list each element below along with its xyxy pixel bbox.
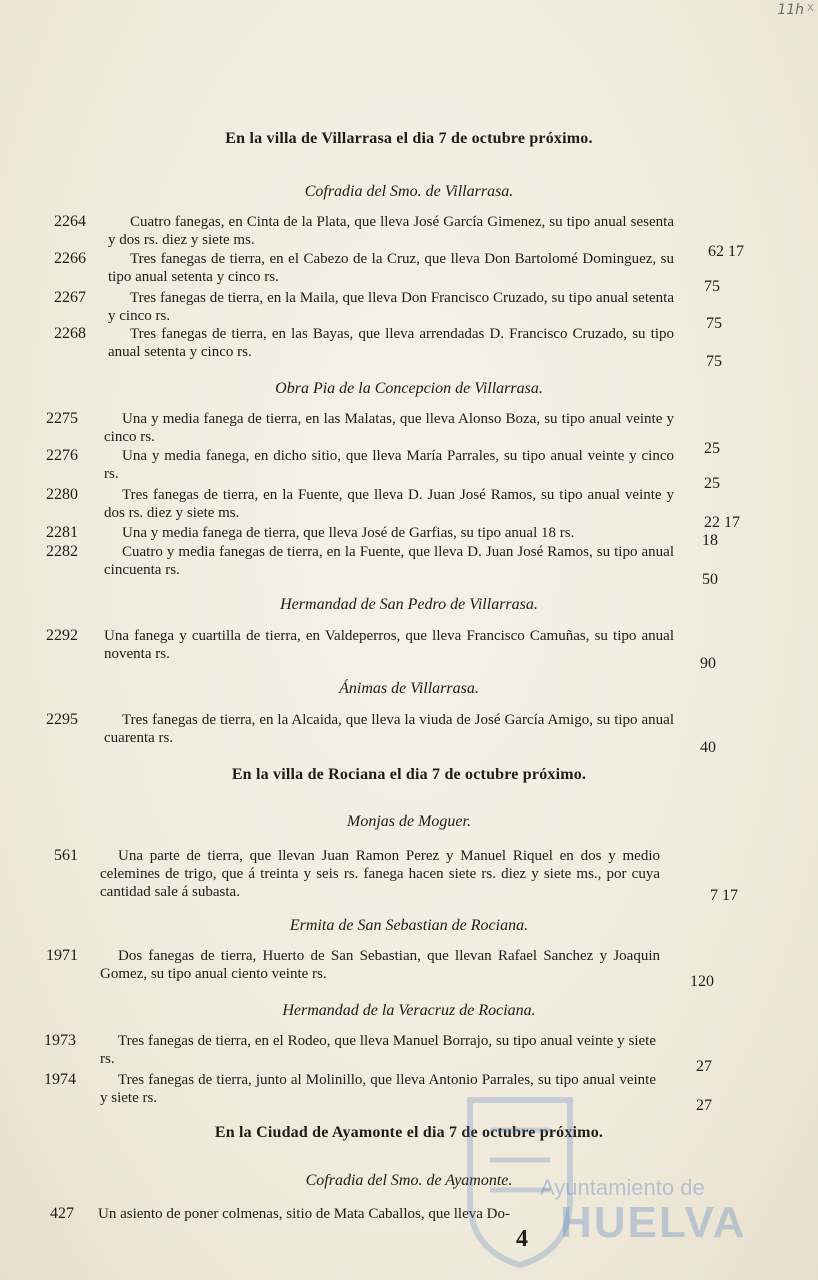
entry-number: 2276 [46,447,78,464]
entry-text: Dos fanegas de tierra, Huerto de San Sebastian, que llevan Rafael Sanchez y Joaquin Gomez, su tipo anual ciento veinte rs. [100,948,660,982]
entry-amount: 50 [702,571,718,588]
entry-amount: 22 17 [704,514,740,531]
entry-number: 2264 [54,213,86,230]
entry-amount: 75 [706,353,722,370]
entry-text: Tres fanegas de tierra, en el Cabezo de la Cruz, que lleva Don Bartolomé Dominguez, su tipo anual setenta y cinco rs. [108,251,674,285]
section-heading-ayamonte: En la Ciudad de Ayamonte el dia 7 de octubre próximo. [214,1124,604,1141]
group-title-cofradia-villarrasa: Cofradia del Smo. de Villarrasa. [304,183,514,200]
group-title-hermandad-veracruz: Hermandad de la Veracruz de Rociana. [282,1002,536,1019]
group-title-cofradia-ayamonte: Cofradia del Smo. de Ayamonte. [305,1172,513,1189]
handwritten-folio-mark: 11h [777,2,804,18]
entry-text: Una y media fanega de tierra, que lleva José de Garfias, su tipo anual 18 rs. [122,525,575,541]
entry-text: Una fanega y cuartilla de tierra, en Valdeperros, que lleva Francisco Camuñas, su tipo anual noventa rs. [104,628,674,662]
entry-amount: 75 [706,315,722,332]
entry-amount: 90 [700,655,716,672]
watermark-line-2: HUELVA [560,1198,747,1247]
entry-text: Un asiento de poner colmenas, sitio de Mata Caballos, que lleva Do- [98,1206,510,1222]
entry-number: 1971 [46,947,78,964]
entry-text: Tres fanegas de tierra, en el Rodeo, que lleva Manuel Borrajo, su tipo anual veinte y siete rs. [100,1033,656,1067]
section-heading-villarrasa: En la villa de Villarrasa el dia 7 de octubre próximo. [225,130,593,147]
entry-amount: 120 [690,973,714,990]
entry-number: 2281 [46,524,78,541]
entry-number: 2275 [46,410,78,427]
group-title-monjas-moguer: Monjas de Moguer. [347,813,471,830]
entry-amount: 18 [702,532,718,549]
entry-text: Una y media fanega, en dicho sitio, que lleva María Parrales, su tipo anual veinte y cinco rs. [104,448,674,482]
entry-amount: 62 17 [708,243,744,260]
entry-amount: 75 [704,278,720,295]
entry-amount: 40 [700,739,716,756]
section-heading-rociana: En la villa de Rociana el dia 7 de octubre próximo. [231,766,587,783]
entry-number: 1973 [44,1032,76,1049]
entry-number: 2280 [46,486,78,503]
entry-text: Tres fanegas de tierra, en la Alcaida, que lleva la viuda de José García Amigo, su tipo anual cuarenta rs. [104,712,674,746]
entry-number: 1974 [44,1071,76,1088]
entry-amount: 25 [704,475,720,492]
entry-number: 2267 [54,289,86,306]
entry-number: 2268 [54,325,86,342]
group-title-hermandad-san-pedro: Hermandad de San Pedro de Villarrasa. [280,596,538,613]
entry-text: Una parte de tierra, que llevan Juan Ramon Perez y Manuel Riquel en dos y medio celemines de trigo, que á treinta y seis rs. fanega hacen siete rs. diez y siete ms., por cuya cantidad sale á subasta. [100,848,660,900]
group-title-animas-villarrasa: Ánimas de Villarrasa. [339,680,479,697]
corner-scribble-mark: x [806,0,814,14]
entry-text: Tres fanegas de tierra, en la Maila, que lleva Don Francisco Cruzado, su tipo anual setenta y cinco rs. [108,290,674,324]
entry-text: Tres fanegas de tierra, junto al Molinillo, que lleva Antonio Parrales, su tipo anual veinte y siete rs. [100,1072,656,1106]
entry-number: 561 [54,847,78,864]
entry-amount: 7 17 [710,887,738,904]
group-title-ermita-san-sebastian: Ermita de San Sebastian de Rociana. [289,917,529,934]
entry-number: 2266 [54,250,86,267]
entry-text: Tres fanegas de tierra, en las Bayas, que lleva arrendadas D. Francisco Cruzado, su tipo anual setenta y cinco rs. [108,326,674,360]
entry-amount: 25 [704,440,720,457]
watermark-line-1: Ayuntamiento de [540,1175,705,1200]
entry-number: 2292 [46,627,78,644]
entry-text: Cuatro fanegas, en Cinta de la Plata, que lleva José García Gimenez, su tipo anual sesenta y dos rs. diez y siete ms. [108,214,674,248]
entry-amount: 27 [696,1097,712,1114]
entry-text: Cuatro y media fanegas de tierra, en la Fuente, que lleva D. Juan José Ramos, su tipo anual cincuenta rs. [104,544,674,578]
entry-text: Tres fanegas de tierra, en la Fuente, que lleva D. Juan José Ramos, su tipo anual veinte y dos rs. diez y siete ms. [104,487,674,521]
entry-amount: 27 [696,1058,712,1075]
page-number: 4 [516,1226,528,1252]
entry-text: Una y media fanega de tierra, en las Malatas, que lleva Alonso Boza, su tipo anual veinte y cinco rs. [104,411,674,445]
entry-number: 2282 [46,543,78,560]
entry-number: 2295 [46,711,78,728]
group-title-obra-pia: Obra Pia de la Concepcion de Villarrasa. [275,380,543,397]
entry-number: 427 [50,1205,74,1222]
